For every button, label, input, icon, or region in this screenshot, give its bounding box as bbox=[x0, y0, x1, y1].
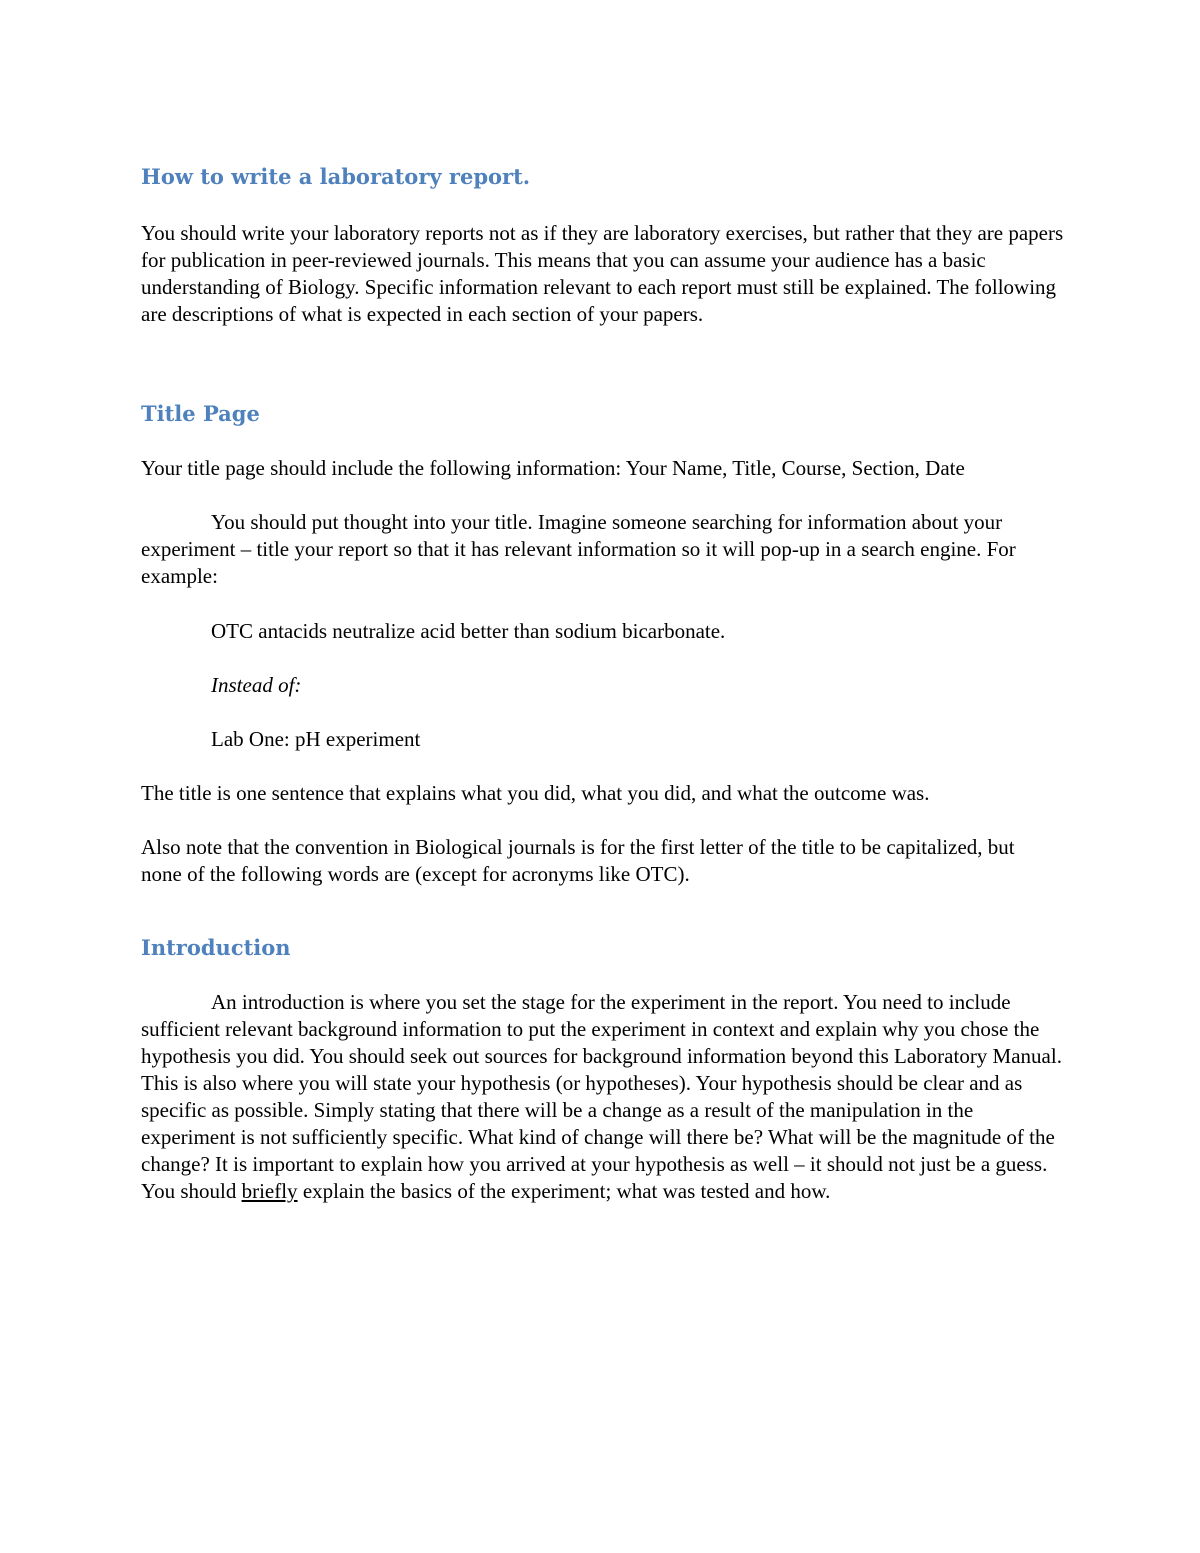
title-page-paragraph-2: You should put thought into your title. Imagine someone searching for information about your experiment – title your report so that it has relevant information so it will pop-up in a search engine. For example: bbox=[141, 510, 1016, 588]
title-page-paragraph-1: Your title page should include the following information: Your Name, Title, Course, Section, Date bbox=[141, 456, 965, 480]
section-heading-title-page: Title Page bbox=[141, 401, 260, 426]
instead-of-label: Instead of: bbox=[211, 673, 302, 697]
introduction-text-end: explain the basics of the experiment; what was tested and how. bbox=[297, 1179, 831, 1203]
introduction-text-start: An introduction is where you set the stage for the experiment in the report. You need to include sufficient relevant background information to put the experiment in context and explain why you chose the hypothesis you did. You should seek out sources for background information beyond this Laboratory Manual. This is also where you will state your hypothesis (or hypotheses). Your hypothesis should be clear and as specific as possible. Simply stating that there will be a change as a result of the manipulation in the experiment is not sufficiently specific. What kind of change will there be? What will be the magnitude of the change? It is important to explain how you arrived at your hypothesis as well – it should not just be a guess. You should bbox=[141, 990, 1062, 1203]
title-page-paragraph-3: The title is one sentence that explains what you did, what you did, and what the outcome was. bbox=[141, 781, 930, 805]
example-bad-title: Lab One: pH experiment bbox=[211, 727, 421, 751]
intro-paragraph: You should write your laboratory reports not as if they are laboratory exercises, but rather that they are papers for publication in peer-reviewed journals. This means that you can assume your audience has a basic understanding of Biology. Specific information relevant to each report must still be explained. The following are descriptions of what is expected in each section of your papers. bbox=[141, 221, 1064, 326]
example-good-title: OTC antacids neutralize acid better than sodium bicarbonate. bbox=[211, 619, 726, 643]
title-page-paragraph-4: Also note that the convention in Biological journals is for the first letter of the title to be capitalized, but none of the following words are (except for acronyms like OTC). bbox=[141, 835, 1015, 886]
emphasis-briefly: briefly bbox=[241, 1179, 298, 1203]
section-heading-introduction: Introduction bbox=[141, 935, 291, 960]
document-title: How to write a laboratory report. bbox=[141, 164, 531, 189]
introduction-paragraph bbox=[141, 989, 1066, 1205]
